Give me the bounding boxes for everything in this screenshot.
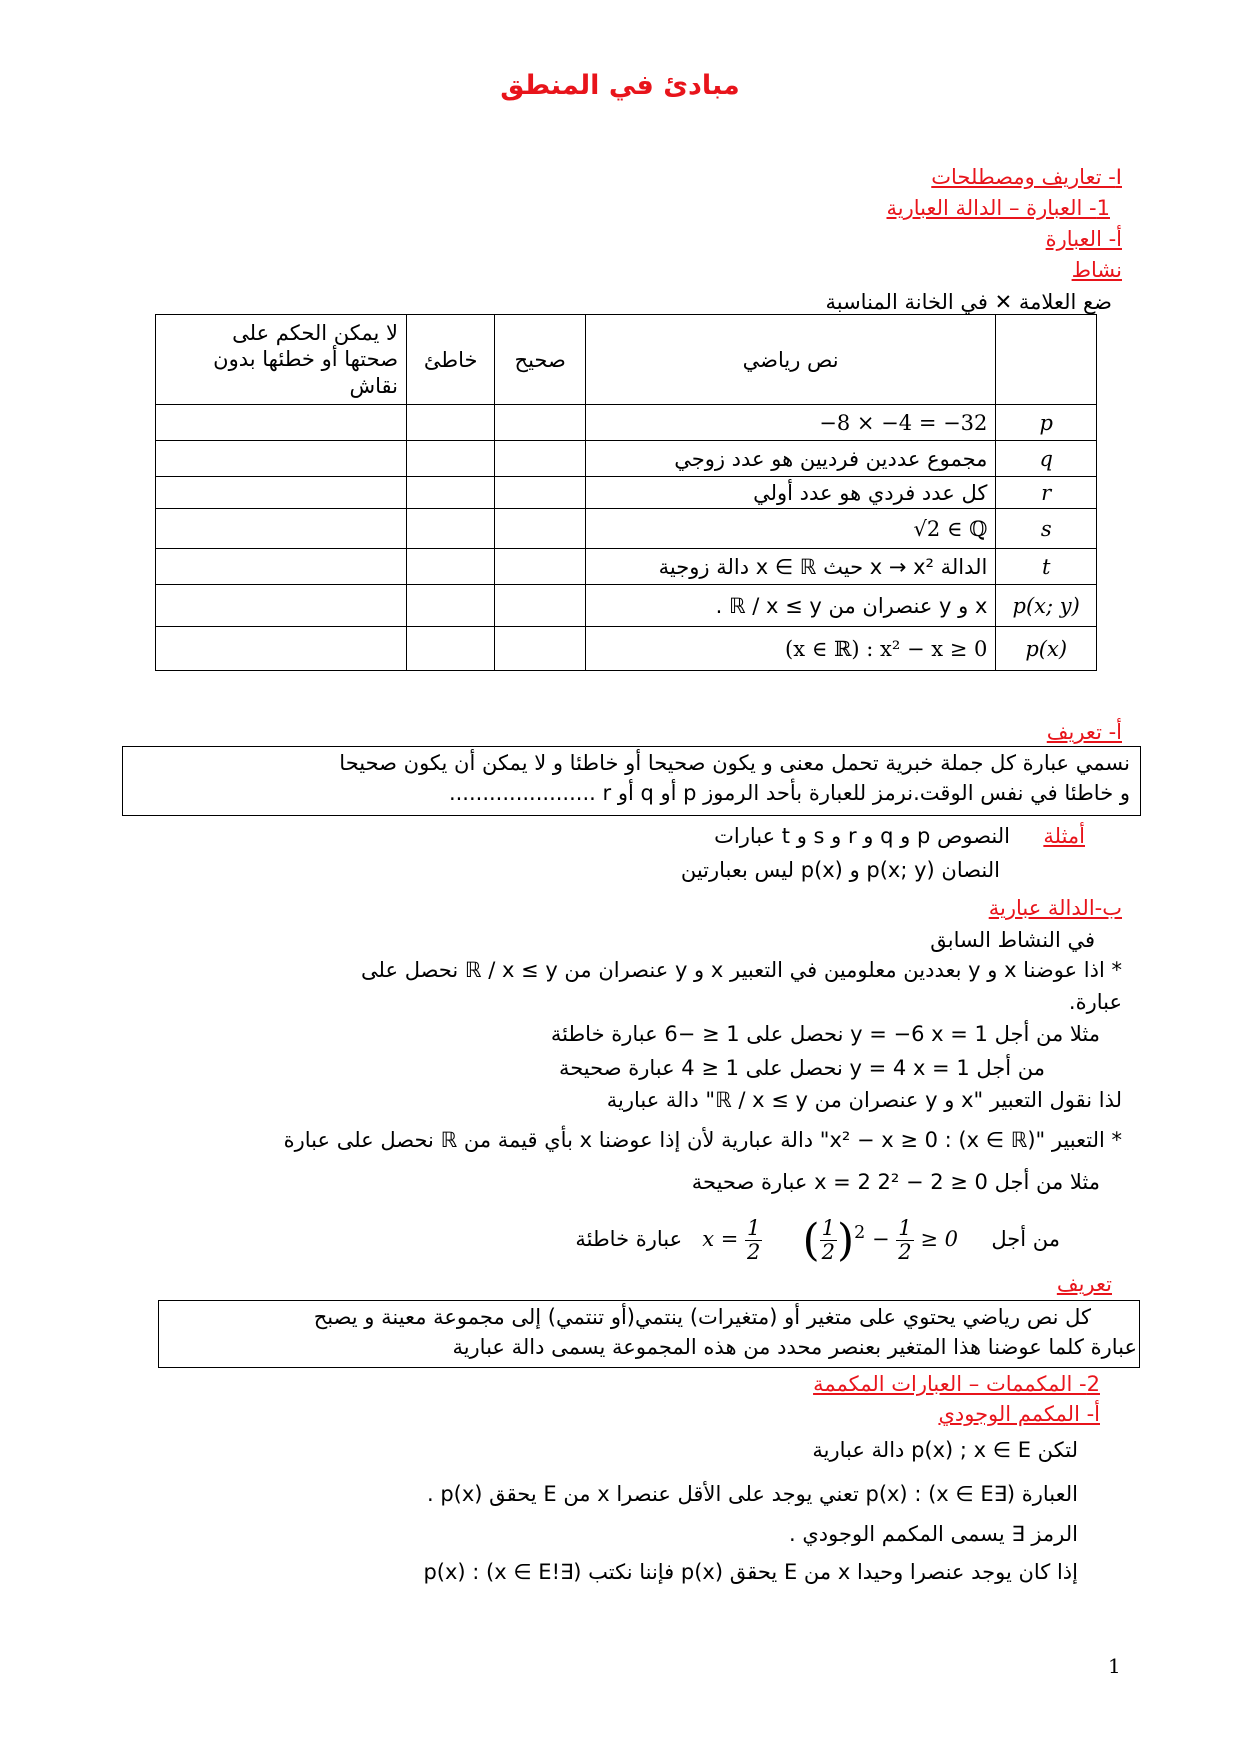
cell-false[interactable]: [407, 441, 495, 477]
examples-line: النصان p(x; y) و p(x) ليس بعبارتين: [680, 858, 1000, 882]
cell-false[interactable]: [407, 405, 495, 441]
section-heading: I- تعاريف ومصطلحات: [931, 165, 1122, 189]
cell-undecidable[interactable]: [156, 509, 407, 549]
body-text: عبارة خاطئة: [575, 1227, 683, 1251]
subsubsection-heading: أ- العبارة: [1045, 227, 1122, 251]
body-line: * التعبير "(x ∈ ℝ) : x² − x ≥ 0" دالة عبارية لأن إذا عوضنا x بأي قيمة من ℝ نحصل على عبارة: [283, 1128, 1122, 1152]
table-row: [156, 477, 1097, 509]
row-text: (x ∈ ℝ) : x² − x ≥ 0: [585, 627, 996, 671]
cell-true[interactable]: [495, 585, 585, 627]
activity-table: [155, 314, 1097, 671]
row-symbol: p(x): [996, 627, 1097, 671]
header-true: صحيح: [495, 315, 585, 405]
subsubsection-heading: أ- المكمم الوجودي: [938, 1402, 1100, 1426]
definition-heading: أ- تعريف: [1046, 720, 1122, 744]
table-header-row: [156, 315, 1097, 405]
definition-heading: تعريف: [1056, 1272, 1112, 1296]
cell-true[interactable]: [495, 627, 585, 671]
body-line: لذا نقول التعبير "x و y عنصران من ℝ / x ≤ y" دالة عبارية: [606, 1088, 1122, 1112]
fraction-example-line: [575, 1215, 1060, 1266]
cell-undecidable[interactable]: [156, 441, 407, 477]
page-title: مبادئ في المنطق: [500, 70, 740, 101]
body-text: من أجل: [991, 1227, 1060, 1251]
cell-true[interactable]: [495, 509, 585, 549]
subsubsection-heading: ب-الدالة عبارية: [988, 896, 1122, 920]
body-line: إذا كان يوجد عنصرا وحيدا x من E يحقق p(x) فإننا نكتب (∃!x ∈ E) : p(x): [423, 1560, 1078, 1584]
header-undecidable-line: صحتها أو خطئها بدون: [213, 347, 399, 372]
fraction-numerator: 1: [898, 1215, 912, 1240]
fraction: [896, 1217, 913, 1264]
cell-false[interactable]: [407, 549, 495, 585]
body-line: مثلا من أجل x = 2 2² − 2 ≥ 0 عبارة صحيحة: [691, 1170, 1100, 1194]
body-line: لتكن p(x) ; x ∈ E دالة عبارية: [812, 1438, 1078, 1462]
row-symbol: r: [996, 477, 1097, 509]
table-row: [156, 585, 1097, 627]
subsection-heading: 2- المكممات – العبارات المكممة: [813, 1372, 1100, 1396]
table-row: [156, 549, 1097, 585]
cell-true[interactable]: [495, 549, 585, 585]
row-text: الدالة x → x² حيث x ∈ ℝ دالة زوجية: [585, 549, 996, 585]
header-undecidable-line: لا يمكن الحكم على: [232, 321, 399, 346]
definition-line: و خاطئا في نفس الوقت.نرمز للعبارة بأحد الرموز p أو q أو r ......................: [448, 781, 1130, 805]
row-text: √2 ∈ ℚ: [585, 509, 996, 549]
definition-line: كل نص رياضي يحتوي على متغير أو (متغيرات) ينتمي(أو تنتمي) إلى مجموعة معينة و يصبح: [313, 1305, 1091, 1329]
header-text: نص رياضي: [585, 315, 996, 405]
activity-heading: نشاط: [1071, 258, 1122, 282]
cell-undecidable[interactable]: [156, 405, 407, 441]
row-symbol: s: [996, 509, 1097, 549]
cell-undecidable[interactable]: [156, 627, 407, 671]
fraction-denominator: 2: [821, 1240, 835, 1264]
body-line: * اذا عوضنا x و y بعددين معلومين في التعبير x و y عنصران من ℝ / x ≤ y نحصل على: [361, 958, 1122, 982]
row-text: −8 × −4 = −32: [585, 405, 996, 441]
cell-true[interactable]: [495, 477, 585, 509]
row-symbol: p(x; y): [996, 585, 1097, 627]
fraction-denominator: 2: [747, 1240, 761, 1264]
math-expression: ( $\frac{1}{2}$ )$^2$ − $\frac{1}{2}$ ≥ 0: [802, 1215, 958, 1266]
row-text: كل عدد فردي هو عدد أولي: [585, 477, 996, 509]
table-row: [156, 405, 1097, 441]
header-false: خاطئ: [407, 315, 495, 405]
table-row: [156, 627, 1097, 671]
definition-box: [122, 746, 1141, 816]
row-symbol: q: [996, 441, 1097, 477]
body-line: في النشاط السابق: [930, 928, 1095, 952]
definition-box: [158, 1300, 1140, 1368]
body-line: من أجل y = 4 x = 1 نحصل على 1 ≤ 4 عبارة صحيحة: [558, 1056, 1045, 1080]
examples-line: النصوص p و q و r و s و t عبارات: [714, 824, 1010, 848]
row-symbol: t: [996, 549, 1097, 585]
body-line: عبارة.: [1068, 990, 1122, 1014]
header-undecidable: [156, 315, 407, 405]
body-line: العبارة (∃x ∈ E) : p(x) تعني يوجد على الأقل عنصرا x من E يحقق p(x) .: [426, 1482, 1078, 1506]
cell-false[interactable]: [407, 627, 495, 671]
fraction-numerator: 1: [747, 1215, 761, 1240]
cell-false[interactable]: [407, 477, 495, 509]
body-line: مثلا من أجل y = −6 x = 1 نحصل على 1 ≤ −6 عبارة خاطئة: [550, 1022, 1100, 1046]
table-row: [156, 509, 1097, 549]
cell-true[interactable]: [495, 441, 585, 477]
fraction: [820, 1217, 837, 1264]
definition-line: عبارة كلما عوضنا هذا المتغير بعنصر محدد من هذه المجموعة يسمى دالة عبارية: [452, 1335, 1137, 1359]
definition-line: نسمي عبارة كل جملة خبرية تحمل معنى و يكون صحيحا أو خاطئا و لا يمكن أن يكون صحيحا: [339, 751, 1130, 775]
table-row: [156, 441, 1097, 477]
cell-undecidable[interactable]: [156, 549, 407, 585]
header-symbol-cell: [996, 315, 1097, 405]
activity-instruction: ضع العلامة ✕ في الخانة المناسبة: [825, 290, 1112, 314]
fraction: [745, 1217, 762, 1264]
subsection-heading: 1- العبارة – الدالة العبارية: [886, 196, 1110, 220]
math-text: ≥ 0: [920, 1227, 958, 1251]
examples-label: أمثلة: [1043, 824, 1085, 848]
body-line: الرمز ∃ يسمى المكمم الوجودي .: [789, 1522, 1078, 1546]
cell-false[interactable]: [407, 509, 495, 549]
page-number: 1: [1108, 1654, 1121, 1678]
row-symbol: p: [996, 405, 1097, 441]
header-undecidable-line: نقاش: [349, 373, 399, 398]
math-expression: [702, 1215, 769, 1264]
math-text: x =: [702, 1227, 739, 1251]
row-text: x و y عنصران من ℝ / x ≤ y .: [585, 585, 996, 627]
cell-undecidable[interactable]: [156, 477, 407, 509]
fraction-denominator: 2: [898, 1240, 912, 1264]
fraction-numerator: 1: [821, 1215, 835, 1240]
row-text: مجموع عددين فرديين هو عدد زوجي: [585, 441, 996, 477]
cell-true[interactable]: [495, 405, 585, 441]
cell-false[interactable]: [407, 585, 495, 627]
cell-undecidable[interactable]: [156, 585, 407, 627]
